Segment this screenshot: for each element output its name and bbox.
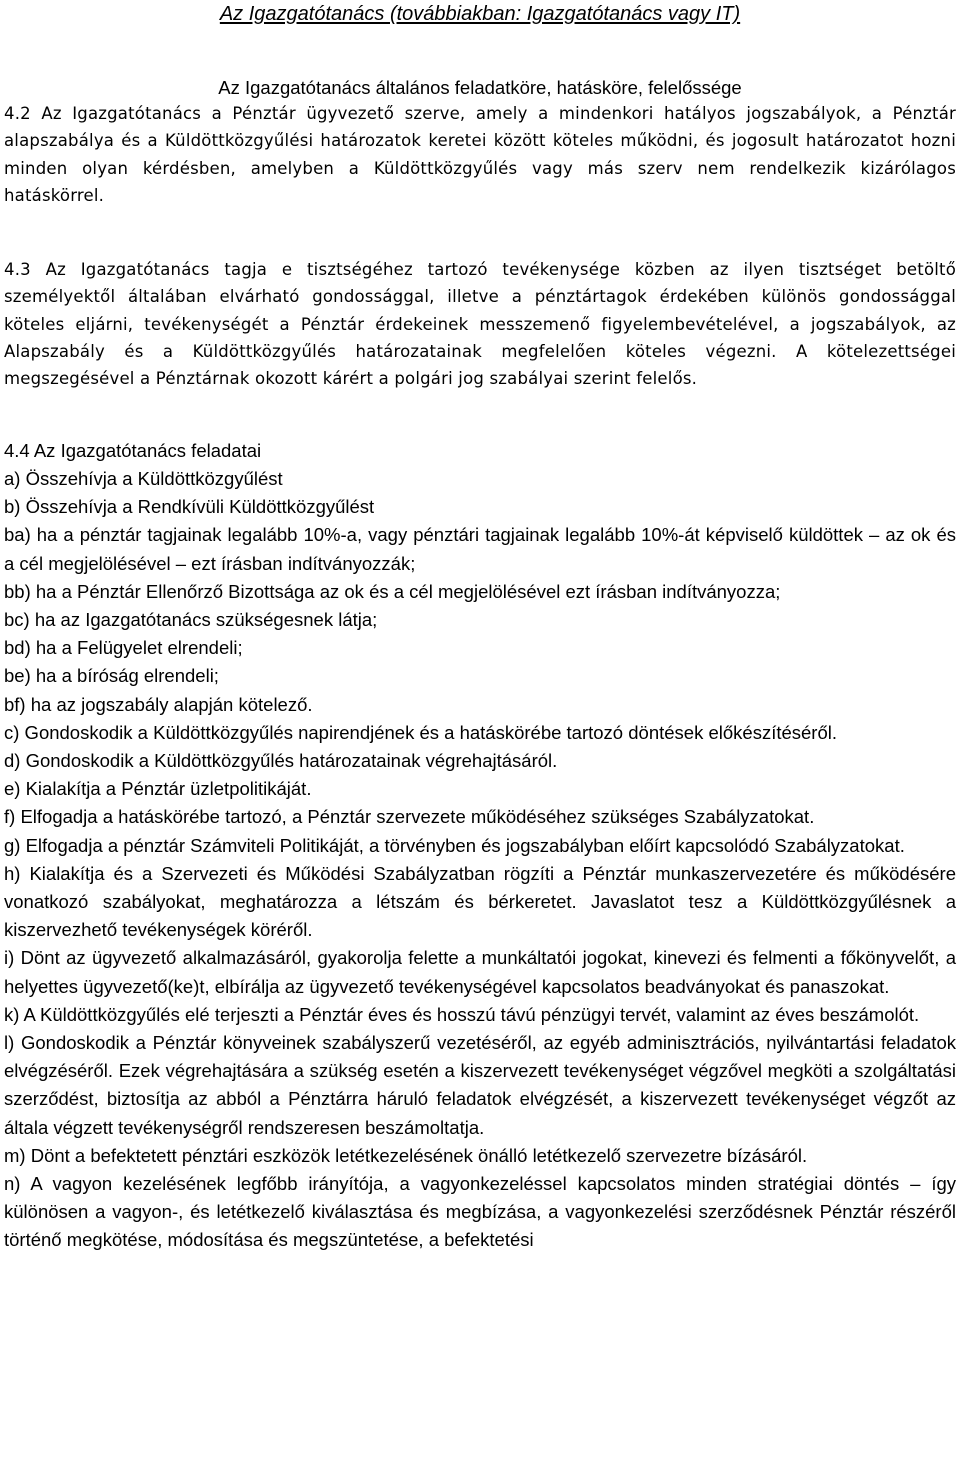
list-item: bd) ha a Felügyelet elrendeli; bbox=[4, 637, 243, 659]
list-item: l) Gondoskodik a Pénztár könyveinek szabályszerű vezetéséről, az egyéb adminisztrációs, nyilvántartási feladatok elvégzéséről. Ezek végrehajtására a szükség esetén a kiszervezett tevékenységet végzővel megköti a szolgáltatási szerződést, biztosítja az abból a Pénztárra háruló feladatok elvégzését, a kiszervezett tevékenységet végzőt az általa végzett tevékenységről rendszeresen beszámoltatja. bbox=[4, 1032, 956, 1138]
list-item: k) A Küldöttközgyűlés elé terjeszti a Pénztár éves és hosszú távú pénzügyi tervét, valamint az éves beszámolót. bbox=[4, 1003, 920, 1025]
list-item: bb) ha a Pénztár Ellenőrző Bizottsága az ok és a cél megjelölésével ezt írásban indítványozza; bbox=[4, 580, 781, 602]
list-item: i) Dönt az ügyvezető alkalmazásáról, gyakorolja felette a munkáltatói jogokat, kinevezi és felmenti a főkönyvelőt, a helyettes ügyvezető(ke)t, elbírálja az ügyvezető tevékenységével kapcsolatos beadványokat és panaszokat. bbox=[4, 947, 956, 997]
list-item: h) Kialakítja és a Szervezeti és Működési Szabályzatban rögzíti a Pénztár munkaszervezetére és működésére vonatkozó szabályokat, meghatározza a létszám és bérkeretet. Javaslatot tesz a Küldöttközgyűlésnek a kiszervezhető tevékenységek köréről. bbox=[4, 862, 956, 941]
list-item: d) Gondoskodik a Küldöttközgyűlés határozatainak végrehajtásáról. bbox=[4, 750, 558, 772]
paragraph-4-3: 4.3 Az Igazgatótanács tagja e tisztségéhez tartozó tevékenysége közben az ilyen tisztséget betöltő személyektől általában elvárható gondossággal, illetve a pénztártagok érdekében különös gondossággal köteles eljárni, tevékenységét a Pénztár érdekeinek messzemenő figyelembevételével, a jogszabályok, az Alapszabály és a Küldöttközgyűlés határozatainak megfelelően köteles végezni. A kötelezettségei megszegésével a Pénztárnak okozott kárért a polgári jog szabályai szerint felelős. bbox=[4, 260, 956, 389]
duties-list bbox=[4, 465, 956, 1255]
paragraph-4-4-heading: 4.4 Az Igazgatótanács feladatai bbox=[4, 440, 262, 461]
list-item: m) Dönt a befektetett pénztári eszközök letétkezelésének önálló letétkezelő szervezetre bízásáról. bbox=[4, 1144, 808, 1166]
list-item: c) Gondoskodik a Küldöttközgyűlés napirendjének és a hatáskörébe tartozó döntések előkészítéséről. bbox=[4, 721, 837, 743]
list-item: bf) ha az jogszabály alapján kötelező. bbox=[4, 693, 313, 715]
section-subtitle: Az Igazgatótanács általános feladatköre, hatásköre, felelőssége bbox=[218, 77, 742, 98]
list-item: g) Elfogadja a pénztár Számviteli Politikáját, a törvényben és jogszabályban előírt kapcsolódó Szabályzatokat. bbox=[4, 834, 905, 856]
list-item: n) A vagyon kezelésének legfőbb irányítója, a vagyonkezeléssel kapcsolatos minden stratégiai döntés – így különösen a vagyon-, és letétkezelő kiválasztása és megbízása, a vagyonkezelési szerződésnek Pénztár részéről történő megkötése, módosítása és megszüntetése, a befektetési bbox=[4, 1173, 956, 1251]
list-item: f) Elfogadja a hatáskörébe tartozó, a Pénztár szervezete működéséhez szükséges Szabályzatokat. bbox=[4, 806, 815, 828]
list-item: be) ha a bíróság elrendeli; bbox=[4, 665, 219, 687]
list-item: b) Összehívja a Rendkívüli Küldöttközgyűlést bbox=[4, 496, 375, 518]
paragraph-4-2: 4.2 Az Igazgatótanács a Pénztár ügyvezető szerve, amely a mindenkori hatályos jogszabályok, a Pénztár alapszabálya és a Küldöttközgyűlési határozatok keretei között köteles működni, és jogosult határozatot hozni minden olyan kérdésben, amelyben a Küldöttközgyűlés vagy más szerv nem rendelkezik kizárólagos hatáskörrel. bbox=[4, 104, 956, 205]
list-item: ba) ha a pénztár tagjainak legalább 10%-a, vagy pénztári tagjainak legalább 10%-át képviselő küldöttek – az ok és a cél megjelölésével – ezt írásban indítványozzák; bbox=[4, 524, 956, 574]
list-item: e) Kialakítja a Pénztár üzletpolitikáját. bbox=[4, 778, 312, 800]
list-item: bc) ha az Igazgatótanács szükségesnek látja; bbox=[4, 609, 378, 631]
list-item: a) Összehívja a Küldöttközgyűlést bbox=[4, 468, 283, 489]
page-title: Az Igazgatótanács (továbbiakban: Igazgatótanács vagy IT) bbox=[219, 3, 741, 25]
